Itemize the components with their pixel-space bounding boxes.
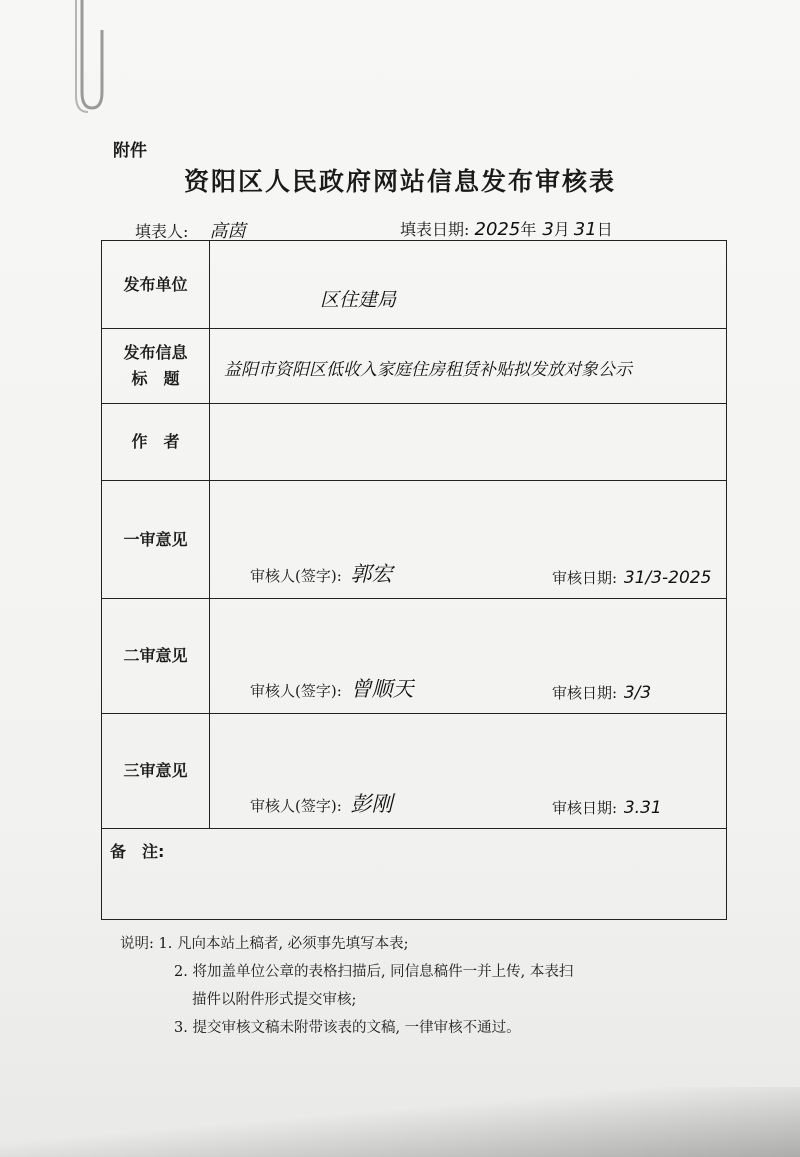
review-form-table (101, 240, 727, 920)
fill-date-year: 2025 (474, 219, 521, 240)
instructions (120, 930, 740, 1042)
review3-signature: 彭刚 (350, 792, 393, 816)
info-title-label-line1: 发布信息 (123, 343, 188, 362)
review1-sign-line (250, 558, 716, 588)
fill-date-day: 31 (573, 219, 597, 240)
review3-cell (210, 714, 727, 829)
fill-date-field (400, 217, 613, 240)
review1-row (102, 481, 727, 599)
remarks-label: 备 注: (110, 842, 165, 861)
review3-date-value: 3.31 (623, 798, 662, 818)
fill-date-label: 填表日期: (400, 220, 470, 239)
review3-reviewer-label: 审核人(签字): (250, 797, 342, 815)
review1-date-value: 31/3-2025 (623, 568, 712, 588)
remarks-row (102, 829, 727, 920)
instructions-prefix: 说明: (120, 936, 154, 952)
review2-label: 二审意见 (102, 599, 210, 714)
review2-row (102, 599, 727, 714)
review3-date-field (552, 797, 662, 818)
review3-date-label: 审核日期: (552, 799, 618, 817)
publisher-value: 区住建局 (320, 289, 397, 311)
author-label: 作 者 (102, 404, 210, 481)
instruction-item-2-line-1: 2. 将加盖单位公章的表格扫描后, 同信息稿件一并上传, 本表扫 (174, 964, 574, 980)
filler-value: 高茵 (209, 221, 246, 242)
review1-reviewer-label: 审核人(签字): (250, 567, 342, 585)
instruction-item-3: 3. 提交审核文稿未附带该表的文稿, 一律审核不通过。 (174, 1020, 521, 1036)
instruction-item-2-line-2: 描件以附件形式提交审核; (192, 992, 357, 1008)
review1-date-field (552, 567, 711, 588)
review3-row (102, 714, 727, 829)
instruction-item-1 (120, 930, 740, 958)
fill-date-month: 3 (542, 219, 554, 240)
page-bottom-shadow (0, 1087, 800, 1157)
form-title: 资阳区人民政府网站信息发布审核表 (183, 167, 616, 196)
publisher-label: 发布单位 (102, 241, 210, 329)
review2-cell (210, 599, 727, 714)
info-title-row (102, 329, 727, 404)
publisher-row (102, 241, 727, 329)
review3-sign-line (250, 788, 716, 818)
fill-date-year-suffix: 年 (520, 220, 537, 239)
instruction-item-1-text: 1. 凡向本站上稿者, 必须事先填写本表; (158, 936, 409, 952)
review2-date-field (552, 682, 651, 703)
review2-sign-line (250, 673, 716, 703)
review1-cell (210, 481, 727, 599)
author-row (102, 404, 727, 481)
publisher-cell (210, 241, 727, 329)
info-title-label-line2: 标 题 (131, 369, 180, 388)
info-title-cell (210, 329, 727, 404)
review2-signature: 曾顺天 (350, 677, 414, 701)
review2-reviewer-label: 审核人(签字): (250, 682, 342, 700)
filler-label: 填表人: (135, 222, 189, 241)
review1-signature: 郭宏 (350, 562, 393, 586)
author-cell (210, 404, 727, 481)
review2-date-value: 3/3 (623, 683, 652, 703)
fill-date-day-suffix: 日 (596, 220, 613, 239)
attachment-label: 附件 (113, 141, 147, 161)
review3-label: 三审意见 (102, 714, 210, 829)
fill-date-month-suffix: 月 (553, 220, 570, 239)
review2-date-label: 审核日期: (552, 684, 618, 702)
review1-date-label: 审核日期: (552, 569, 618, 587)
paperclip-icon (70, 0, 110, 115)
info-title-label (102, 329, 210, 404)
remarks-cell (102, 829, 727, 920)
info-title-value: 益阳市资阳区低收入家庭住房租赁补贴拟发放对象公示 (224, 360, 632, 380)
review1-label: 一审意见 (102, 481, 210, 599)
